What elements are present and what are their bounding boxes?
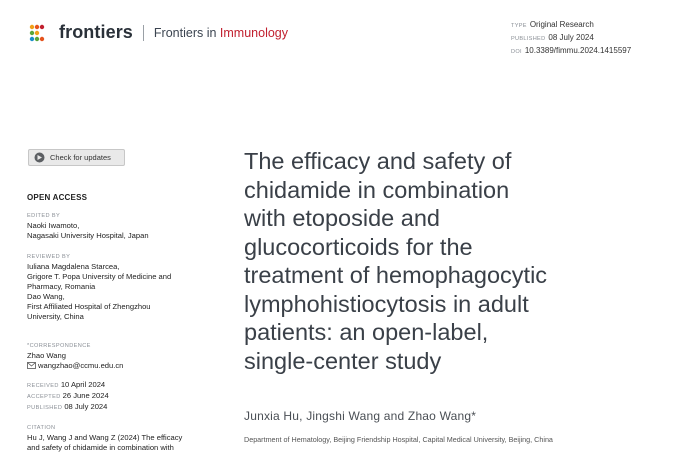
citation-line: and safety of chidamide in combination with [27,443,174,452]
received-date: RECEIVED 10 April 2024 [27,380,106,389]
journal-subject: Immunology [219,25,289,40]
edited-by-line: Naoki Iwamoto, [27,221,80,230]
correspondence-section [27,341,217,371]
journal-prefix: Frontiers in [153,25,220,40]
meta-doi[interactable]: DOI 10.3389/fimmu.2024.1415597 [511,46,632,55]
logo-wordmark: frontiers [59,22,133,42]
title-line: patients: an open-label, [244,319,489,345]
check-for-updates-button[interactable] [28,149,125,166]
reviewer-line: Grigore T. Popa University of Medicine and [27,272,172,281]
logo-divider [143,25,144,41]
article-title [244,147,664,375]
title-line: treatment of hemophagocytic [244,262,548,288]
edited-by-label: EDITED BY [27,213,61,219]
check-updates-icon [34,152,45,163]
journal-logo[interactable] [29,22,288,43]
reviewer-line: Dao Wang, [27,292,65,301]
article-dates [27,380,109,413]
check-updates-label: Check for updates [50,153,111,162]
article-meta [511,19,631,58]
reviewed-by-section [27,252,217,322]
title-line: lymphohistiocytosis in adult [244,290,529,317]
citation-label: CITATION [27,425,56,431]
meta-type: TYPE Original Research [511,20,594,29]
reviewer-line: University, China [27,312,84,321]
title-line: chidamide in combination [244,176,510,203]
citation-section [27,423,217,453]
reviewer-line: First Affiliated Hospital of Zhengzhou [27,302,151,311]
title-line: The efficacy and safety of [244,148,512,174]
author-affiliation: Department of Hematology, Beijing Friendship Hospital, Capital Medical University, Beijing, China [244,435,553,444]
title-line: glucocorticoids for the [244,233,473,260]
correspondence-email[interactable]: wangzhao@ccmu.edu.cn [38,361,124,370]
reviewer-line: Pharmacy, Romania [27,282,96,291]
citation-line: Hu J, Wang J and Wang Z (2024) The efficacy [27,433,183,442]
published-date: PUBLISHED 08 July 2024 [27,402,108,411]
title-line: single-center study [244,347,442,374]
correspondence-label: *CORRESPONDENCE [27,343,91,349]
frontiers-logo-icon [29,24,53,42]
correspondence-email-row[interactable] [27,361,217,371]
edited-by-line: Nagasaki University Hospital, Japan [27,231,149,240]
meta-published: PUBLISHED 08 July 2024 [511,33,594,42]
envelope-icon [27,362,36,369]
title-line: with etoposide and [244,205,440,231]
accepted-date: ACCEPTED 26 June 2024 [27,391,109,400]
journal-name [154,26,288,40]
reviewer-line: Iuliana Magdalena Starcea, [27,262,120,271]
reviewed-by-label: REVIEWED BY [27,254,71,260]
correspondence-name: Zhao Wang [27,351,66,360]
open-access-label: OPEN ACCESS [27,193,88,202]
article-authors[interactable]: Junxia Hu, Jingshi Wang and Zhao Wang* [244,409,477,423]
edited-by-section [27,211,217,241]
